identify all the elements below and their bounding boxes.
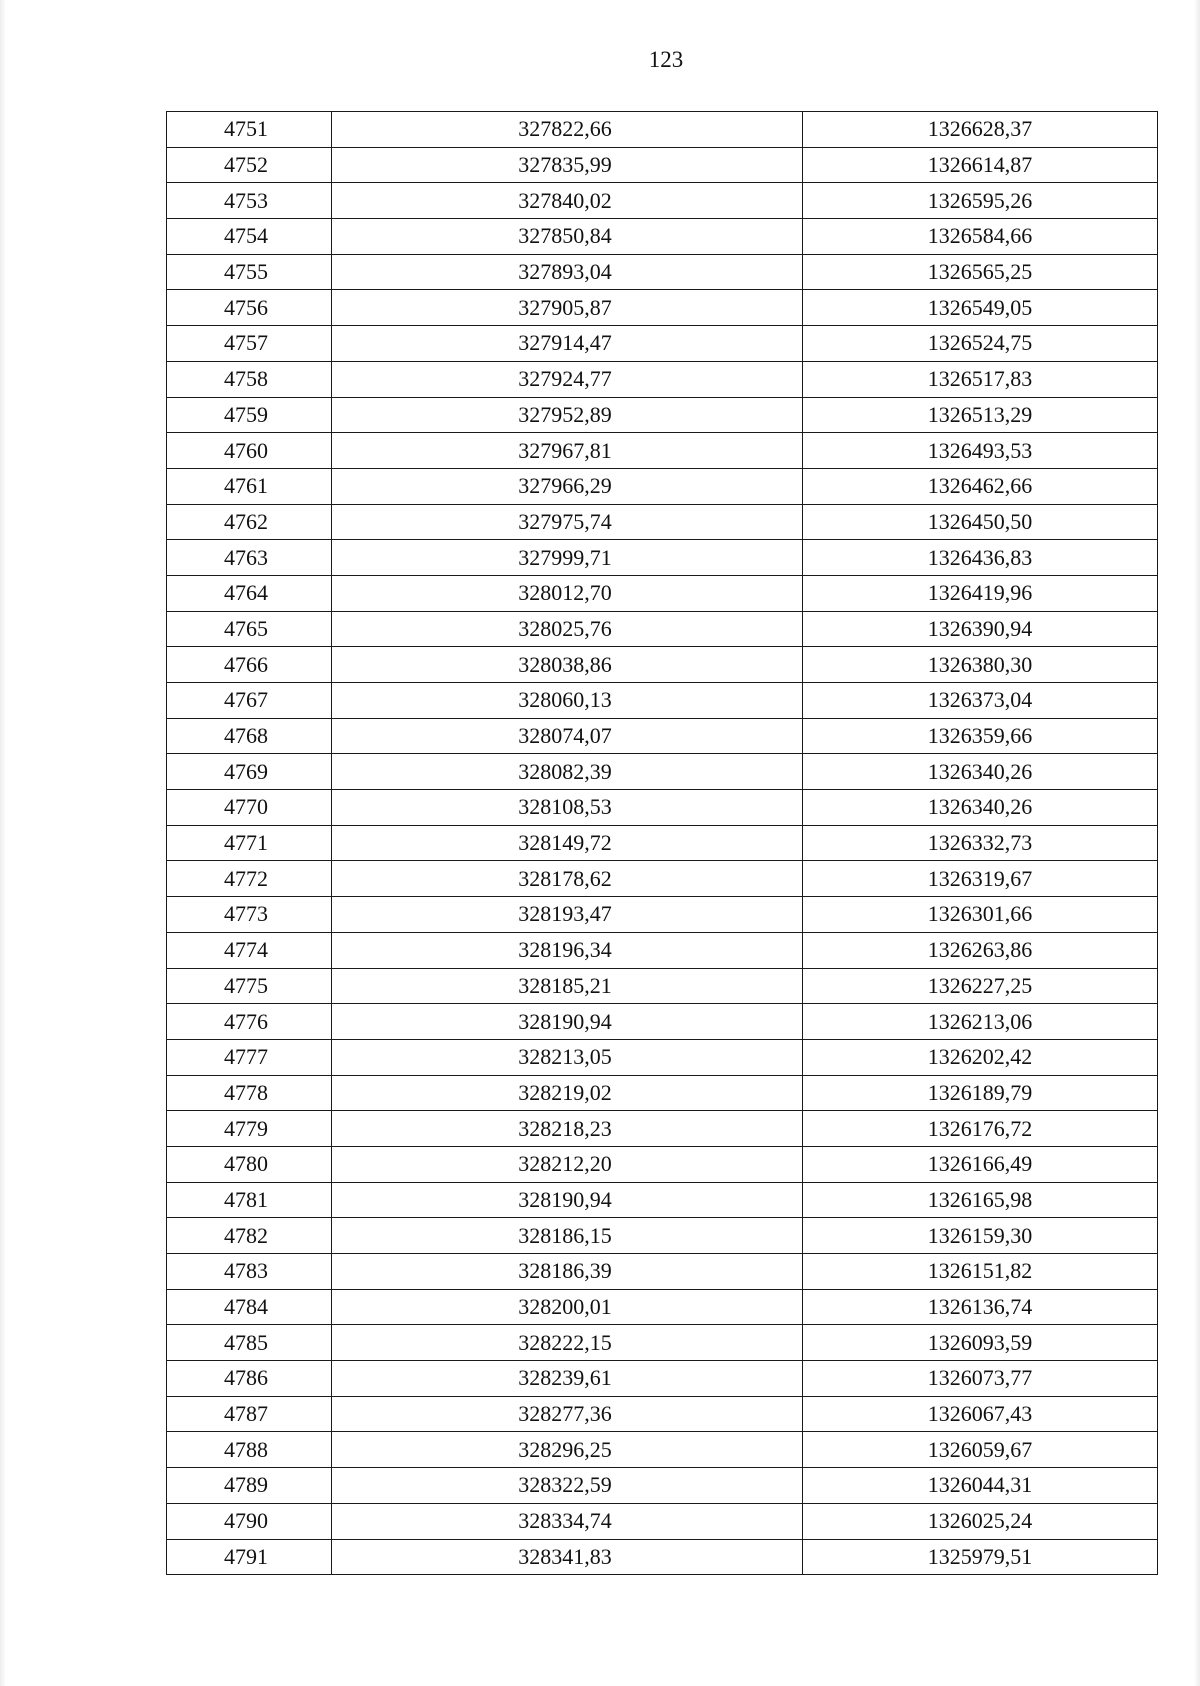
- table-row: [167, 433, 1158, 469]
- table-row: [167, 254, 1158, 290]
- y-coordinate-cell: 1326165,98: [803, 1182, 1158, 1218]
- y-coordinate-cell: 1326390,94: [803, 611, 1158, 647]
- x-coordinate-cell: 327835,99: [332, 147, 803, 183]
- point-number-cell: 4763: [167, 540, 332, 576]
- x-coordinate-cell: 327914,47: [332, 326, 803, 362]
- x-coordinate-cell: 328185,21: [332, 968, 803, 1004]
- table-row: [167, 1146, 1158, 1182]
- y-coordinate-cell: 1326136,74: [803, 1289, 1158, 1325]
- point-number-cell: 4778: [167, 1075, 332, 1111]
- table-row: [167, 183, 1158, 219]
- x-coordinate-cell: 327967,81: [332, 433, 803, 469]
- point-number-cell: 4776: [167, 1004, 332, 1040]
- y-coordinate-cell: 1326067,43: [803, 1396, 1158, 1432]
- point-number-cell: 4772: [167, 861, 332, 897]
- table-row: [167, 861, 1158, 897]
- table-row: [167, 790, 1158, 826]
- y-coordinate-cell: 1326166,49: [803, 1146, 1158, 1182]
- point-number-cell: 4780: [167, 1146, 332, 1182]
- x-coordinate-cell: 327905,87: [332, 290, 803, 326]
- table-row: [167, 468, 1158, 504]
- x-coordinate-cell: 328108,53: [332, 790, 803, 826]
- point-number-cell: 4762: [167, 504, 332, 540]
- point-number-cell: 4751: [167, 112, 332, 148]
- table-row: [167, 1075, 1158, 1111]
- table-row: [167, 1503, 1158, 1539]
- x-coordinate-cell: 327924,77: [332, 361, 803, 397]
- point-number-cell: 4791: [167, 1539, 332, 1575]
- point-number-cell: 4765: [167, 611, 332, 647]
- y-coordinate-cell: 1326359,66: [803, 718, 1158, 754]
- table-row: [167, 1182, 1158, 1218]
- x-coordinate-cell: 328218,23: [332, 1111, 803, 1147]
- table-row: [167, 147, 1158, 183]
- table-row: [167, 1254, 1158, 1290]
- point-number-cell: 4788: [167, 1432, 332, 1468]
- x-coordinate-cell: 327893,04: [332, 254, 803, 290]
- point-number-cell: 4790: [167, 1503, 332, 1539]
- y-coordinate-cell: 1326628,37: [803, 112, 1158, 148]
- table-row: [167, 1325, 1158, 1361]
- point-number-cell: 4784: [167, 1289, 332, 1325]
- y-coordinate-cell: 1326513,29: [803, 397, 1158, 433]
- table-row: [167, 968, 1158, 1004]
- x-coordinate-cell: 327952,89: [332, 397, 803, 433]
- point-number-cell: 4779: [167, 1111, 332, 1147]
- y-coordinate-cell: 1326450,50: [803, 504, 1158, 540]
- table-row: [167, 897, 1158, 933]
- point-number-cell: 4764: [167, 575, 332, 611]
- point-number-cell: 4782: [167, 1218, 332, 1254]
- x-coordinate-cell: 328213,05: [332, 1039, 803, 1075]
- point-number-cell: 4777: [167, 1039, 332, 1075]
- table-row: [167, 718, 1158, 754]
- x-coordinate-cell: 328082,39: [332, 754, 803, 790]
- y-coordinate-cell: 1326584,66: [803, 219, 1158, 255]
- table-row: [167, 540, 1158, 576]
- y-coordinate-cell: 1326073,77: [803, 1361, 1158, 1397]
- table-row: [167, 683, 1158, 719]
- y-coordinate-cell: 1326263,86: [803, 932, 1158, 968]
- y-coordinate-cell: 1326176,72: [803, 1111, 1158, 1147]
- y-coordinate-cell: 1326159,30: [803, 1218, 1158, 1254]
- point-number-cell: 4753: [167, 183, 332, 219]
- table-row: [167, 754, 1158, 790]
- point-number-cell: 4785: [167, 1325, 332, 1361]
- y-coordinate-cell: 1326319,67: [803, 861, 1158, 897]
- y-coordinate-cell: 1326614,87: [803, 147, 1158, 183]
- y-coordinate-cell: 1326595,26: [803, 183, 1158, 219]
- table-row: [167, 1432, 1158, 1468]
- y-coordinate-cell: 1326332,73: [803, 825, 1158, 861]
- table-row: [167, 219, 1158, 255]
- table-row: [167, 1039, 1158, 1075]
- point-number-cell: 4761: [167, 468, 332, 504]
- coordinates-table-body: [167, 112, 1158, 1575]
- table-row: [167, 504, 1158, 540]
- x-coordinate-cell: 328178,62: [332, 861, 803, 897]
- y-coordinate-cell: 1326549,05: [803, 290, 1158, 326]
- y-coordinate-cell: 1326044,31: [803, 1468, 1158, 1504]
- point-number-cell: 4787: [167, 1396, 332, 1432]
- scan-edge-right: [1194, 0, 1200, 1686]
- point-number-cell: 4767: [167, 683, 332, 719]
- point-number-cell: 4775: [167, 968, 332, 1004]
- scan-edge-left: [0, 0, 6, 1686]
- table-row: [167, 932, 1158, 968]
- x-coordinate-cell: 328341,83: [332, 1539, 803, 1575]
- y-coordinate-cell: 1326189,79: [803, 1075, 1158, 1111]
- table-row: [167, 361, 1158, 397]
- x-coordinate-cell: 327999,71: [332, 540, 803, 576]
- table-row: [167, 112, 1158, 148]
- table-row: [167, 1289, 1158, 1325]
- x-coordinate-cell: 328219,02: [332, 1075, 803, 1111]
- x-coordinate-cell: 327975,74: [332, 504, 803, 540]
- x-coordinate-cell: 328334,74: [332, 1503, 803, 1539]
- table-row: [167, 575, 1158, 611]
- x-coordinate-cell: 328060,13: [332, 683, 803, 719]
- y-coordinate-cell: 1326565,25: [803, 254, 1158, 290]
- point-number-cell: 4752: [167, 147, 332, 183]
- x-coordinate-cell: 328277,36: [332, 1396, 803, 1432]
- point-number-cell: 4781: [167, 1182, 332, 1218]
- x-coordinate-cell: 328074,07: [332, 718, 803, 754]
- x-coordinate-cell: 328025,76: [332, 611, 803, 647]
- y-coordinate-cell: 1326340,26: [803, 754, 1158, 790]
- x-coordinate-cell: 328212,20: [332, 1146, 803, 1182]
- y-coordinate-cell: 1326213,06: [803, 1004, 1158, 1040]
- y-coordinate-cell: 1326025,24: [803, 1503, 1158, 1539]
- page-number: 123: [648, 47, 684, 72]
- point-number-cell: 4789: [167, 1468, 332, 1504]
- y-coordinate-cell: 1326436,83: [803, 540, 1158, 576]
- y-coordinate-cell: 1325979,51: [803, 1539, 1158, 1575]
- y-coordinate-cell: 1326059,67: [803, 1432, 1158, 1468]
- y-coordinate-cell: 1326093,59: [803, 1325, 1158, 1361]
- table-row: [167, 326, 1158, 362]
- point-number-cell: 4773: [167, 897, 332, 933]
- x-coordinate-cell: 328193,47: [332, 897, 803, 933]
- point-number-cell: 4755: [167, 254, 332, 290]
- x-coordinate-cell: 328190,94: [332, 1182, 803, 1218]
- point-number-cell: 4759: [167, 397, 332, 433]
- point-number-cell: 4757: [167, 326, 332, 362]
- y-coordinate-cell: 1326380,30: [803, 647, 1158, 683]
- y-coordinate-cell: 1326373,04: [803, 683, 1158, 719]
- x-coordinate-cell: 328322,59: [332, 1468, 803, 1504]
- x-coordinate-cell: 328038,86: [332, 647, 803, 683]
- y-coordinate-cell: 1326227,25: [803, 968, 1158, 1004]
- point-number-cell: 4756: [167, 290, 332, 326]
- x-coordinate-cell: 327850,84: [332, 219, 803, 255]
- x-coordinate-cell: 328296,25: [332, 1432, 803, 1468]
- x-coordinate-cell: 328196,34: [332, 932, 803, 968]
- x-coordinate-cell: 328186,15: [332, 1218, 803, 1254]
- table-row: [167, 1004, 1158, 1040]
- table-row: [167, 1111, 1158, 1147]
- point-number-cell: 4758: [167, 361, 332, 397]
- x-coordinate-cell: 328149,72: [332, 825, 803, 861]
- table-row: [167, 397, 1158, 433]
- table-row: [167, 1218, 1158, 1254]
- point-number-cell: 4770: [167, 790, 332, 826]
- x-coordinate-cell: 327966,29: [332, 468, 803, 504]
- y-coordinate-cell: 1326419,96: [803, 575, 1158, 611]
- x-coordinate-cell: 328012,70: [332, 575, 803, 611]
- table-row: [167, 1396, 1158, 1432]
- point-number-cell: 4769: [167, 754, 332, 790]
- y-coordinate-cell: 1326340,26: [803, 790, 1158, 826]
- y-coordinate-cell: 1326462,66: [803, 468, 1158, 504]
- point-number-cell: 4766: [167, 647, 332, 683]
- x-coordinate-cell: 328190,94: [332, 1004, 803, 1040]
- x-coordinate-cell: 327822,66: [332, 112, 803, 148]
- table-row: [167, 1539, 1158, 1575]
- x-coordinate-cell: 328222,15: [332, 1325, 803, 1361]
- x-coordinate-cell: 328200,01: [332, 1289, 803, 1325]
- x-coordinate-cell: 328186,39: [332, 1254, 803, 1290]
- coordinates-table: [166, 111, 1158, 1575]
- y-coordinate-cell: 1326493,53: [803, 433, 1158, 469]
- table-row: [167, 611, 1158, 647]
- x-coordinate-cell: 327840,02: [332, 183, 803, 219]
- y-coordinate-cell: 1326517,83: [803, 361, 1158, 397]
- point-number-cell: 4783: [167, 1254, 332, 1290]
- table-row: [167, 1468, 1158, 1504]
- y-coordinate-cell: 1326524,75: [803, 326, 1158, 362]
- point-number-cell: 4760: [167, 433, 332, 469]
- y-coordinate-cell: 1326301,66: [803, 897, 1158, 933]
- point-number-cell: 4786: [167, 1361, 332, 1397]
- table-row: [167, 647, 1158, 683]
- y-coordinate-cell: 1326151,82: [803, 1254, 1158, 1290]
- x-coordinate-cell: 328239,61: [332, 1361, 803, 1397]
- point-number-cell: 4768: [167, 718, 332, 754]
- point-number-cell: 4771: [167, 825, 332, 861]
- table-row: [167, 1361, 1158, 1397]
- table-row: [167, 290, 1158, 326]
- point-number-cell: 4754: [167, 219, 332, 255]
- point-number-cell: 4774: [167, 932, 332, 968]
- y-coordinate-cell: 1326202,42: [803, 1039, 1158, 1075]
- table-row: [167, 825, 1158, 861]
